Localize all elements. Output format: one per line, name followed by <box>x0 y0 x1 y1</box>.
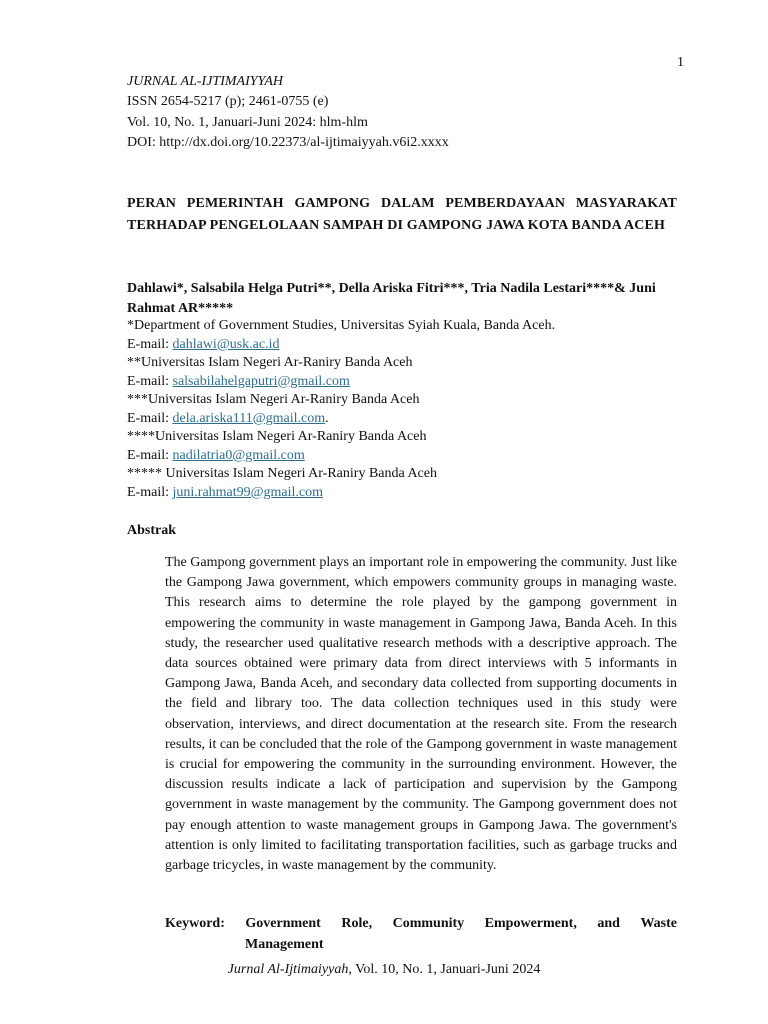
email-suffix: . <box>325 410 329 426</box>
keywords-line <box>165 914 677 935</box>
affiliation-email-line <box>127 336 555 355</box>
email-link[interactable]: nadilatria0@gmail.com <box>172 447 305 463</box>
journal-volume: Vol. 10, No. 1, Januari-Juni 2024: hlm-hlm <box>127 114 368 130</box>
email-label: E-mail: <box>127 410 173 426</box>
page-number: 1 <box>677 55 684 70</box>
keyword-word: Role, <box>341 916 373 931</box>
article-title: PERAN PEMERINTAH GAMPONG DALAM PEMBERDAYAAN MASYARAKAT TERHADAP PENGELOLAAN SAMPAH DI GAMPONG JAWA KOTA BANDA ACEH <box>127 196 677 234</box>
email-link[interactable]: dahlawi@usk.ac.id <box>172 336 280 352</box>
affiliation-institution: ***** Universitas Islam Negeri Ar-Raniry Banda Aceh <box>127 466 437 481</box>
affiliation-email-line <box>127 410 555 429</box>
journal-doi: DOI: http://dx.doi.org/10.22373/al-ijtimaiyyah.v6i2.xxxx <box>127 134 449 150</box>
keyword-word: Empowerment, <box>484 916 577 931</box>
journal-issn: ISSN 2654-5217 (p); 2461-0755 (e) <box>127 94 329 110</box>
email-label: E-mail: <box>127 336 173 352</box>
affiliation-institution: ***Universitas Islam Negeri Ar-Raniry Banda Aceh <box>127 392 420 407</box>
author-list: Dahlawi*, Salsabila Helga Putri**, Della Ariska Fitri***, Tria Nadila Lestari****& Juni Rahmat AR***** <box>127 281 656 316</box>
email-label: E-mail: <box>127 484 173 500</box>
footer-issue: , Vol. 10, No. 1, Januari-Juni 2024 <box>348 962 541 977</box>
keyword-word: Waste <box>640 916 677 931</box>
affiliation-institution: ****Universitas Islam Negeri Ar-Raniry Banda Aceh <box>127 429 427 444</box>
email-link[interactable]: juni.rahmat99@gmail.com <box>172 484 324 500</box>
email-label: E-mail: <box>127 447 173 463</box>
affiliation-email-line <box>127 484 555 503</box>
footer-journal-name: Jurnal Al-Ijtimaiyyah <box>227 962 349 977</box>
keywords-continuation: Management <box>245 936 324 952</box>
keyword-word: Community <box>392 916 465 931</box>
affiliation-institution: **Universitas Islam Negeri Ar-Raniry Banda Aceh <box>127 355 413 370</box>
email-label: E-mail: <box>127 373 173 389</box>
affiliation-institution: *Department of Government Studies, Universitas Syiah Kuala, Banda Aceh. <box>127 318 556 333</box>
journal-header <box>127 72 449 153</box>
email-link[interactable]: salsabilahelgaputri@gmail.com <box>172 373 350 389</box>
affiliation-email-line <box>127 373 555 392</box>
journal-name: JURNAL AL-IJTIMAIYYAH <box>127 74 284 89</box>
affiliation-email-line <box>127 447 555 466</box>
keywords-block <box>165 914 677 955</box>
keyword-word: Government <box>245 916 321 931</box>
abstract-heading: Abstrak <box>127 523 177 538</box>
page-footer <box>0 961 768 979</box>
affiliation-list <box>127 317 555 502</box>
email-link[interactable]: dela.ariska111@gmail.com <box>172 410 326 426</box>
abstract-body: The Gampong government plays an important role in empowering the community. Just like the Gampong Jawa government, which empowers community groups in managing waste. This research aims to determine the role played by the gampong government in empowering the community in waste management in Gampong Jawa, Banda Aceh. In this study, the researcher used qualitative research methods with a descriptive approach. The data sources obtained were primary data from direct interviews with 5 informants in Gampong Jawa, Banda Aceh, and secondary data collected from supporting documents in the field and library too. The data collection techniques used in this study were observation, interviews, and direct documentation at the research site. From the research results, it can be concluded that the role of the Gampong government in waste management is crucial for empowering the community in the surrounding environment. However, the discussion results indicate a lack of participation and supervision by the Gampong government in waste management by the community. The Gampong government does not pay enough attention to waste management groups in Gampong Jawa. The government's attention is only limited to facilitating transportation facilities, such as garbage trucks and garbage tricycles, in waste management by the community. <box>165 555 678 874</box>
keywords-label: Keyword: <box>165 916 225 931</box>
keyword-word: and <box>597 916 620 931</box>
